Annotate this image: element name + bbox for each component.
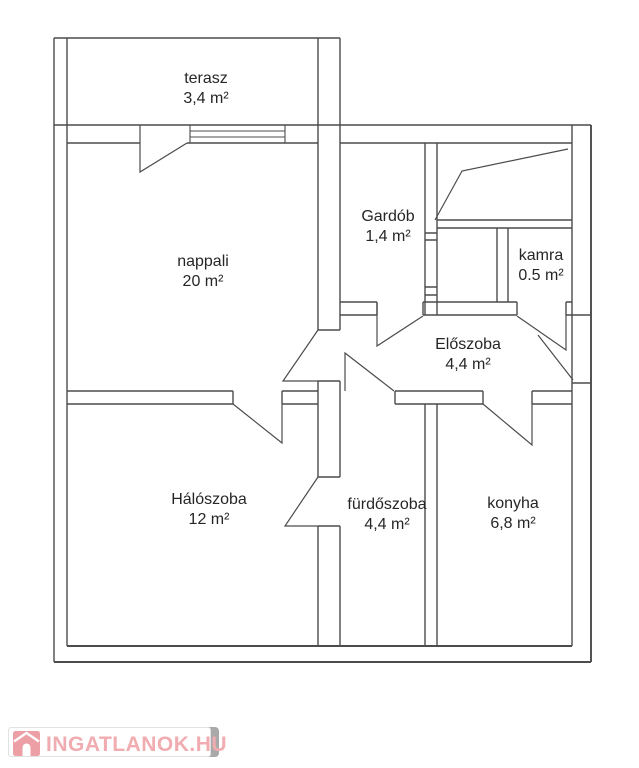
room-area: 6,8 m² bbox=[490, 515, 536, 532]
room-area: 1,4 m² bbox=[365, 228, 411, 245]
room-name: nappali bbox=[177, 253, 229, 270]
room-label-furdoszoba bbox=[347, 495, 426, 535]
room-area: 3,4 m² bbox=[183, 90, 229, 107]
room-name: konyha bbox=[487, 495, 539, 512]
watermark-text: INGATLANOK.HU bbox=[46, 733, 228, 756]
window-symbol bbox=[190, 125, 285, 143]
room-label-haloszoba bbox=[171, 490, 247, 530]
room-area: 4,4 m² bbox=[445, 356, 491, 373]
room-label-kamra bbox=[518, 246, 563, 286]
room-label-konyha bbox=[487, 494, 539, 534]
room-name: Hálószoba bbox=[171, 491, 247, 508]
room-area: 12 m² bbox=[188, 511, 230, 528]
room-area: 4,4 m² bbox=[364, 516, 410, 533]
walls bbox=[54, 38, 591, 662]
door-swings bbox=[140, 125, 573, 526]
house-icon bbox=[13, 731, 40, 756]
room-name: fürdőszoba bbox=[347, 496, 427, 513]
room-label-eloszoba bbox=[435, 335, 501, 375]
room-area: 0.5 m² bbox=[518, 267, 564, 284]
watermark-logo bbox=[8, 727, 228, 757]
room-label-nappali bbox=[177, 252, 229, 292]
room-area: 20 m² bbox=[182, 273, 224, 290]
room-label-gardob bbox=[361, 207, 414, 247]
room-label-terasz bbox=[183, 69, 228, 109]
room-name: kamra bbox=[518, 247, 564, 264]
room-name: Gardób bbox=[361, 208, 415, 225]
room-name: Előszoba bbox=[435, 336, 501, 353]
room-name: terasz bbox=[184, 70, 228, 87]
